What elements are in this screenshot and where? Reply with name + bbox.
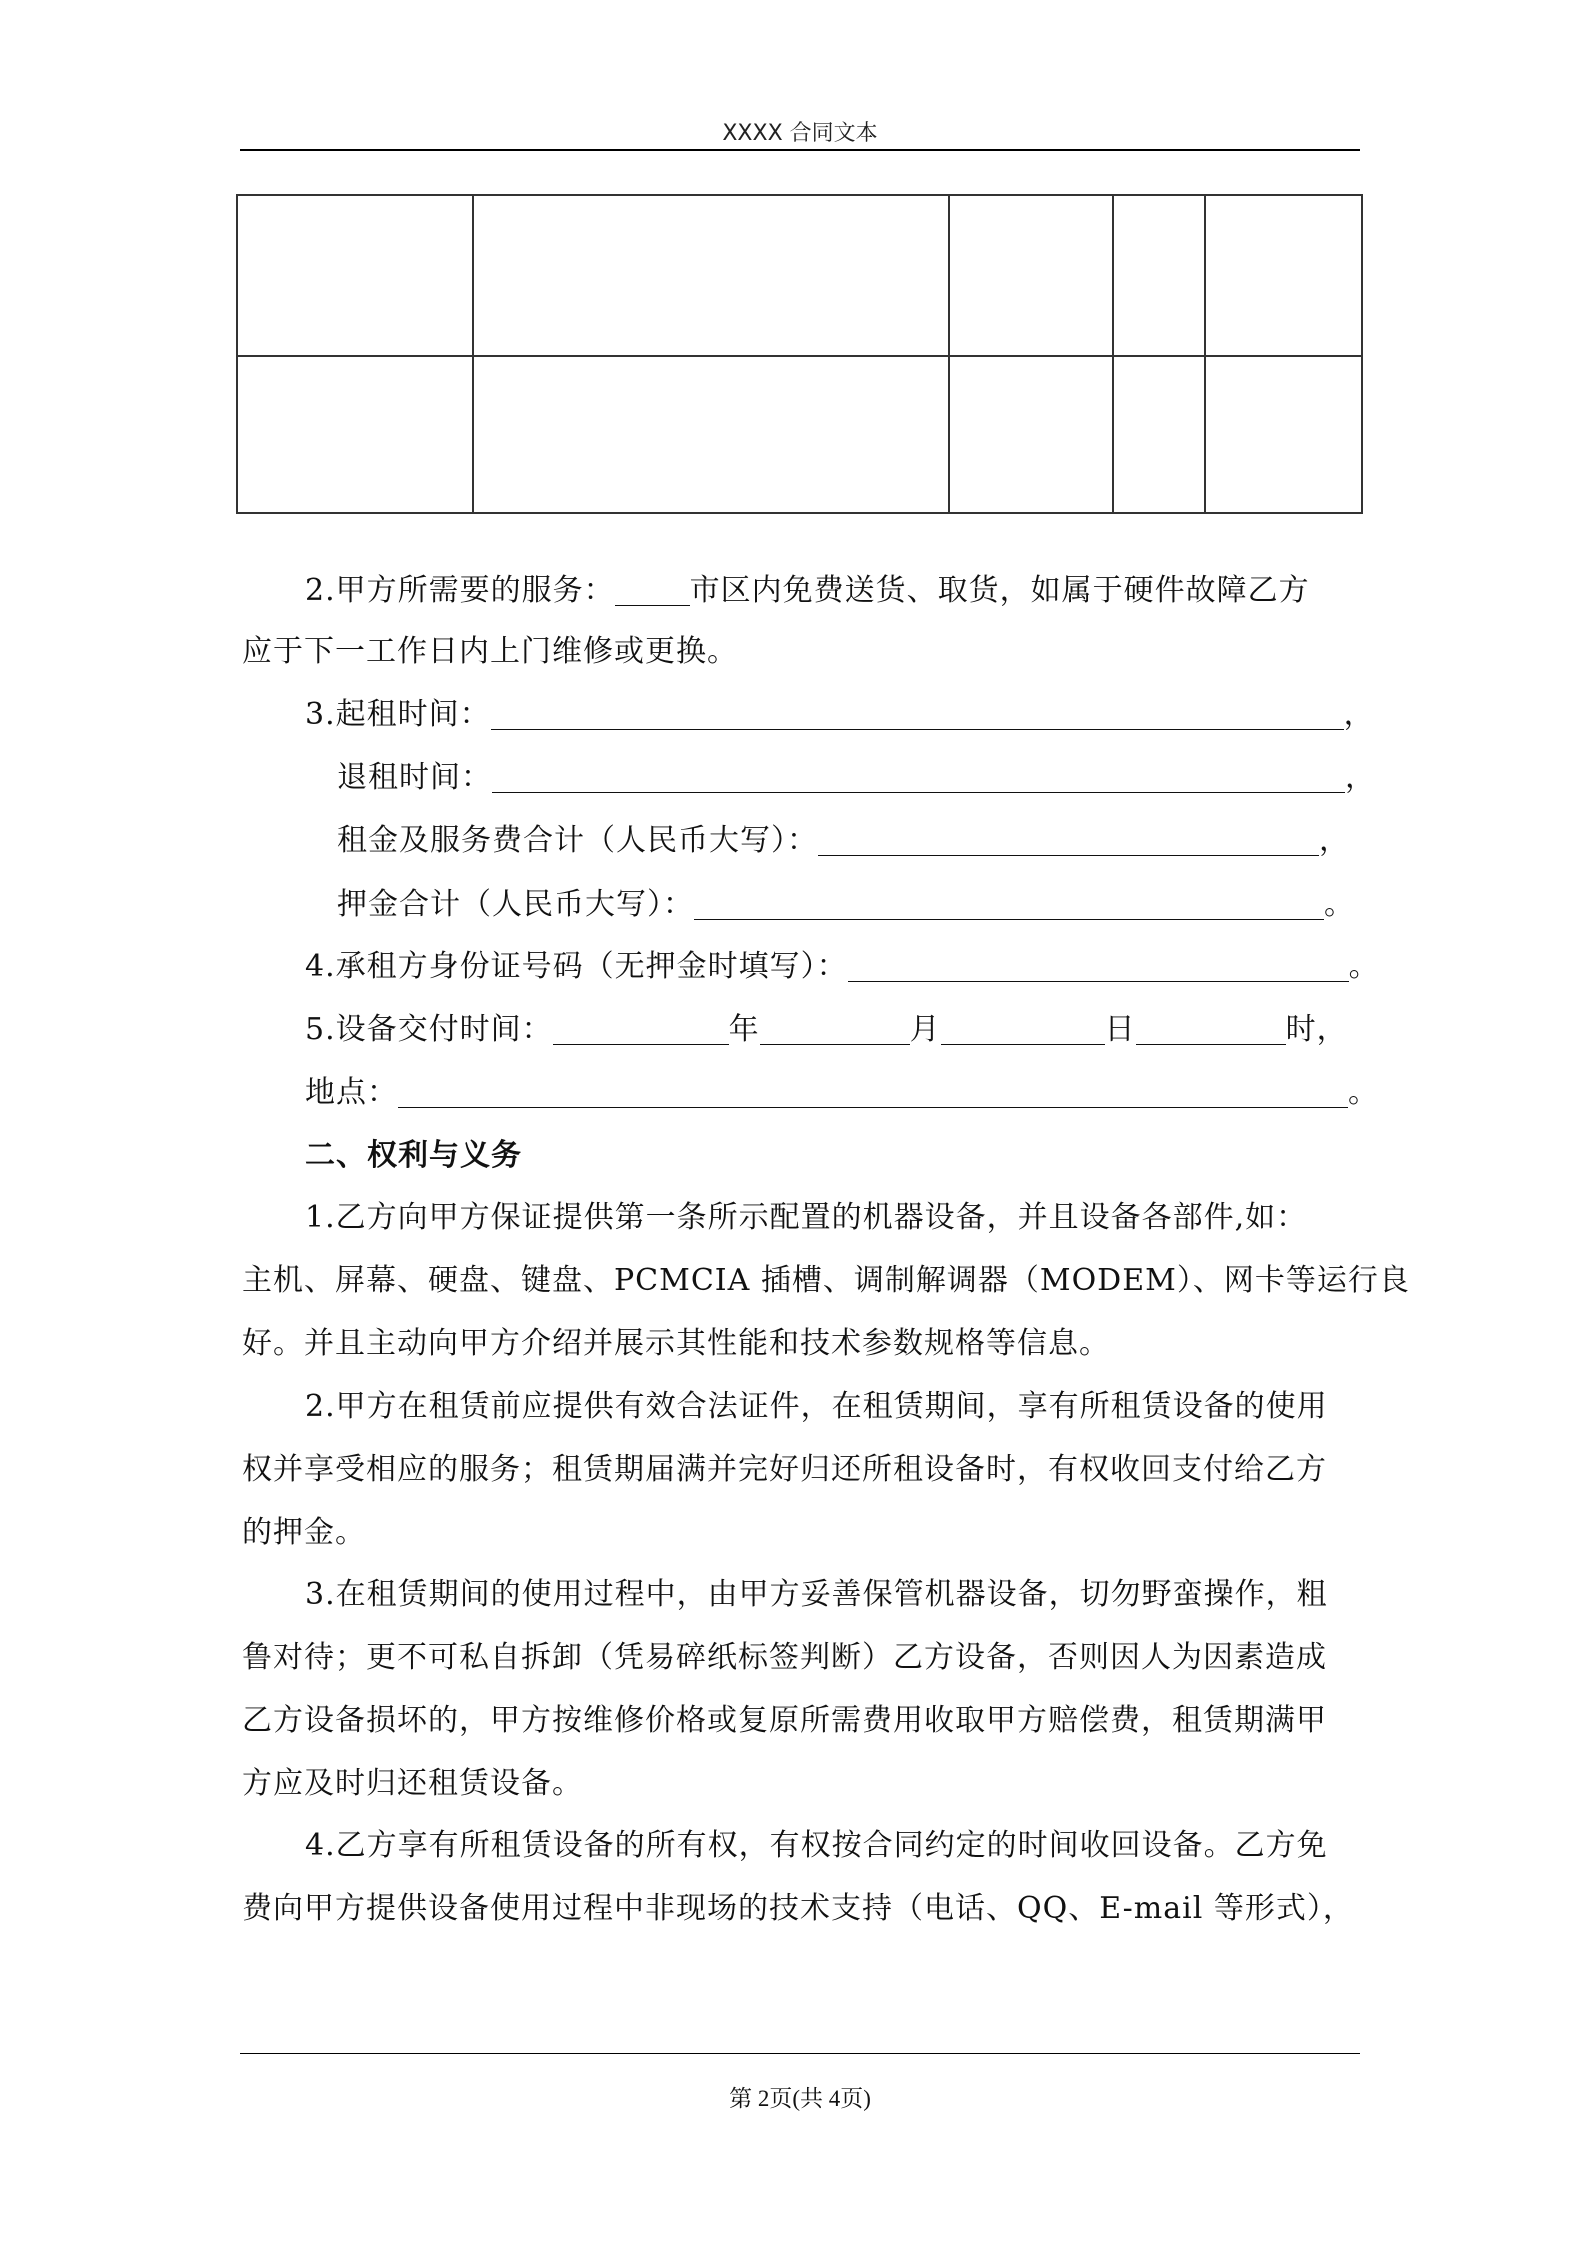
return-time-label: 退租时间： xyxy=(337,760,492,795)
deposit-line xyxy=(337,880,1455,930)
start-time-field[interactable] xyxy=(491,695,1344,730)
table-col-divider xyxy=(1112,196,1114,512)
punct: 。 xyxy=(1324,887,1355,922)
services-line-1 xyxy=(305,566,1360,616)
clause-3-line: 乙方设备损坏的，甲方按维修价格或复原所需费用收取甲方赔偿费，租赁期满甲 xyxy=(242,1703,1327,1738)
id-number-label: 4.承租方身份证号码（无押金时填写）： xyxy=(305,949,848,984)
clause-3-line: 方应及时归还租赁设备。 xyxy=(242,1766,583,1801)
year-label: 年 xyxy=(728,1012,760,1047)
deposit-field[interactable] xyxy=(694,885,1324,920)
clause-3-line: 鲁对待；更不可私自拆卸（凭易碎纸标签判断）乙方设备，否则因人为因素造成 xyxy=(242,1640,1327,1675)
table-row-divider xyxy=(238,355,1361,357)
start-time-label: 3.起租时间： xyxy=(305,697,491,732)
return-time-field[interactable] xyxy=(492,758,1345,793)
punct: 。 xyxy=(1348,1075,1379,1110)
equipment-table xyxy=(236,194,1363,514)
clause-2-line: 2.甲方在租赁前应提供有效合法证件，在租赁期间，享有所租赁设备的使用 xyxy=(305,1389,1328,1424)
services-blank[interactable] xyxy=(615,571,690,606)
clause-4-line: 费向甲方提供设备使用过程中非现场的技术支持（电话、QQ、E-mail 等形式）， xyxy=(242,1891,1354,1926)
clause-2-line: 权并享受相应的服务；租赁期届满并完好归还所租设备时，有权收回支付给乙方 xyxy=(242,1452,1327,1487)
clause-1-line: 好。并且主动向甲方介绍并展示其性能和技术参数规格等信息。 xyxy=(242,1326,1110,1361)
id-number-field[interactable] xyxy=(848,947,1349,982)
services-text: 市区内免费送货、取货，如属于硬件故障乙方 xyxy=(689,573,1310,608)
table-col-divider xyxy=(948,196,950,512)
page-header-title: XXXX 合同文本 xyxy=(722,121,878,146)
services-line-2: 应于下一工作日内上门维修或更换。 xyxy=(242,634,738,669)
clause-2-line: 的押金。 xyxy=(242,1515,366,1550)
page-number: 第 2页(共 4页) xyxy=(729,2086,871,2111)
return-time-line xyxy=(337,753,1455,803)
start-time-line xyxy=(305,690,1423,740)
delivery-month-field[interactable] xyxy=(760,1010,910,1045)
delivery-time-label: 5.设备交付时间： xyxy=(305,1012,553,1047)
id-number-line xyxy=(305,942,1423,992)
punct: ， xyxy=(1319,823,1350,858)
location-label: 地点： xyxy=(305,1075,398,1110)
rent-label: 租金及服务费合计（人民币大写）： xyxy=(337,823,818,858)
punct: ， xyxy=(1345,760,1376,795)
deposit-label: 押金合计（人民币大写）： xyxy=(337,887,694,922)
rent-line xyxy=(337,816,1455,866)
clause-3-line: 3.在租赁期间的使用过程中，由甲方妥善保管机器设备，切勿野蛮操作，粗 xyxy=(305,1577,1328,1612)
footer-rule xyxy=(240,2053,1360,2054)
clause-1-line: 1.乙方向甲方保证提供第一条所示配置的机器设备，并且设备各部件,如： xyxy=(305,1200,1308,1235)
clause-1-line: 主机、屏幕、硬盘、键盘、PCMCIA 插槽、调制解调器（MODEM）、网卡等运行良 xyxy=(242,1263,1410,1298)
delivery-year-field[interactable] xyxy=(553,1010,729,1045)
delivery-day-field[interactable] xyxy=(941,1010,1105,1045)
table-col-divider xyxy=(1204,196,1206,512)
hour-label: 时， xyxy=(1285,1012,1348,1047)
rent-field[interactable] xyxy=(818,821,1319,856)
services-label: 2.甲方所需要的服务： xyxy=(305,573,615,608)
table-col-divider xyxy=(472,196,474,512)
punct: ， xyxy=(1343,697,1375,732)
day-label: 日 xyxy=(1104,1012,1136,1047)
clause-4-line: 4.乙方享有所租赁设备的所有权，有权按合同约定的时间收回设备。乙方免 xyxy=(305,1828,1328,1863)
delivery-time-line xyxy=(305,1005,1423,1055)
punct: 。 xyxy=(1348,949,1380,984)
header-rule xyxy=(240,149,1360,151)
delivery-hour-field[interactable] xyxy=(1136,1010,1286,1045)
section-heading: 二、权利与义务 xyxy=(305,1138,522,1173)
month-label: 月 xyxy=(909,1012,941,1047)
location-line xyxy=(305,1068,1423,1118)
location-field[interactable] xyxy=(398,1073,1348,1108)
